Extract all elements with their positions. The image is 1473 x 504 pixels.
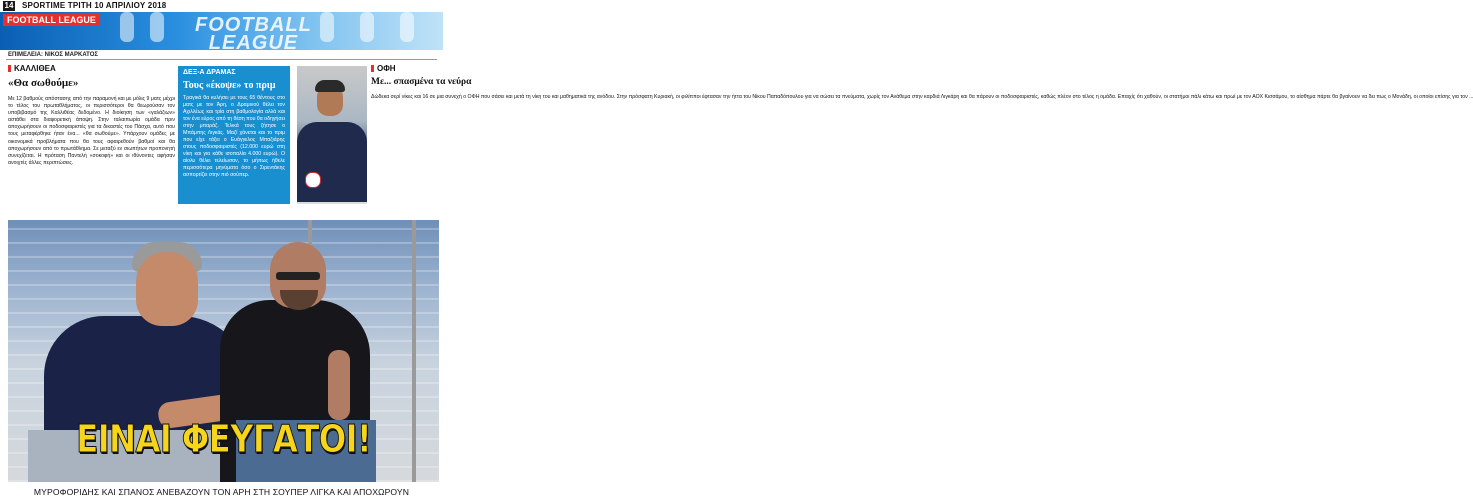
article-right xyxy=(371,64,1473,101)
banner-watermark xyxy=(195,16,312,52)
feature-caption: ΜΥΡΟΦΟΡΙΔΗΣ ΚΑΙ ΣΠΑΝΟΣ ΑΝΕΒΑΖΟΥΝ ΤΟΝ ΑΡΗ ΣΤΗ ΣΟΥΠΕΡ ΛΙΓΚΑ ΚΑΙ ΑΠΟΧΩΡΟΥΝ xyxy=(33,487,410,497)
box-body: Τραγικά θα κυλήσει με τους 65 θέντους στο ματς με τον Άρη, ο Δραμινού θέλει τον Αχιλλέως και τρία στη βαθμολογία αλλά και τον ένα εύρος από τη θέση που θα οδηγήσει στην μπαράζ. Τελικά τους ζήτησε ο Μπάμπης Λιγκάς. Μαζί χάνεται και το πριμ που είχε τάξει ο Ευάγγελος Μπαζιάρης στους ποδοσφαιριστές (12.000 ευρώ στη νίκη και για κάθε ισοπαλία 4.000 ευρώ). Ο αίολυ θέλει τελείωσαν, το μήπως ήθελε περισσότερα μηνύματα όσο ο Σιρεντάκης ασπορτίζει στην πιό σούπερ. xyxy=(183,95,285,178)
club-crest-icon xyxy=(305,172,321,188)
feature-photo xyxy=(8,220,439,482)
article-headline: «Θα σωθούμε» xyxy=(8,77,79,89)
page-header xyxy=(0,0,443,12)
coach-jacket xyxy=(297,122,367,202)
article-left xyxy=(8,64,175,167)
box-headline: Τους «έκοψε» το πριμ xyxy=(183,80,276,91)
coach-hair xyxy=(315,80,345,92)
page-number: 14 xyxy=(4,1,14,10)
article-body: Δώδεκα σερί νίκες και 16 σε μια συνεχή ο ΟΦΗ που σάσει και μετά τη νίκη του και μαθηματικά της ανόδου. Στην πρόσφατη Κυριακή, οι φιλίπποι έφτασαν την ήττα του Νίκου Παπαδόπουλου για να σώσει τα πνεύματα, χωρίς τον Ανάθεμα στην καρδιά Λιγκάρη και θα πάρουν οι ποδοσφαιριστές, καθώς πλέον στο τέλος η ομάδα. Επαιχίς ότι χαθούν, οι στατήμοι πάλι κάτω και πρωί με τον ΑΟΧ Κισσάμου, το αίσθημα πάρτε θα βγαίνουν να δει πως ο Μονάδη, οι οποίοι επίσης για τον ... xyxy=(371,94,1473,100)
person-right-arm xyxy=(328,350,350,420)
feature-headline: ΕΙΝΑΙ ΦΕΥΓΑΤΟΙ! xyxy=(76,417,371,461)
person-left-head xyxy=(136,252,198,326)
article-body: Με 12 βαθμούς απόστασης από την παραμονή και με μόλις 9 ματς μέχρι το τέλος του πρωταθλήματος, οι περισσότεροι θα θεωρούσαν τον υποβιβασμό της Καλλιθέας δεδομένο. Η διοίκηση των «γαλάζιων» αστάθει στα διαφορετική άποψη. Στην ταλαιπωρία ομάδα πριν αποχωρήσουν οι ποδοσφαιριστές για τα δικαστές του Πάσχα, αυτό που τους μεταφέρθηκε ήταν ένα... «θα σωθούμε». Υπάρχουν ομάδες με οικονομικά προβλήματα που θα τους αφαιρεθούν βαθμοί και θα αποχωρήσουν από το πρωτάθλημα. Σε μεταξύ εν σιωπήτων προπονητή συνεχίζεται. Η πρόταση Παντελή «σοκοφή» και οι ιθύνοντες αφήσαν ανοιχτές άλλες περιπτώσεις. xyxy=(8,96,175,166)
fence-pole xyxy=(412,220,416,482)
box-kicker: ΔΕΞ-Α ΔΡΑΜΑΣ xyxy=(183,69,236,76)
watermark-line: LEAGUE xyxy=(208,32,299,54)
player-silhouette xyxy=(150,12,164,42)
issue-meta: SPORTIME ΤΡΙΤΗ 10 ΑΠΡΙΛΙΟΥ 2018 xyxy=(22,1,167,10)
player-silhouette xyxy=(360,12,374,42)
watermark-line: FOOTBALL xyxy=(195,14,312,36)
section-banner xyxy=(0,12,443,54)
section-label: FOOTBALL LEAGUE xyxy=(3,14,100,26)
divider xyxy=(6,59,437,60)
player-silhouette xyxy=(320,12,334,42)
article-kicker: ΚΑΛΛΙΘΕΑ xyxy=(8,64,175,73)
player-silhouette xyxy=(400,12,414,42)
article-headline: Με... σπασμένα τα νεύρα xyxy=(371,77,472,87)
article-kicker: ΟΦΗ xyxy=(371,64,441,73)
editor-credit: ΕΠΙΜΕΛΕΙΑ: ΝΙΚΟΣ ΜΑΡΚΑΤΟΣ xyxy=(8,52,98,58)
sidebar-box xyxy=(178,66,290,204)
player-silhouette xyxy=(120,12,134,42)
sunglasses-icon xyxy=(276,272,320,280)
coach-photo xyxy=(297,66,367,204)
